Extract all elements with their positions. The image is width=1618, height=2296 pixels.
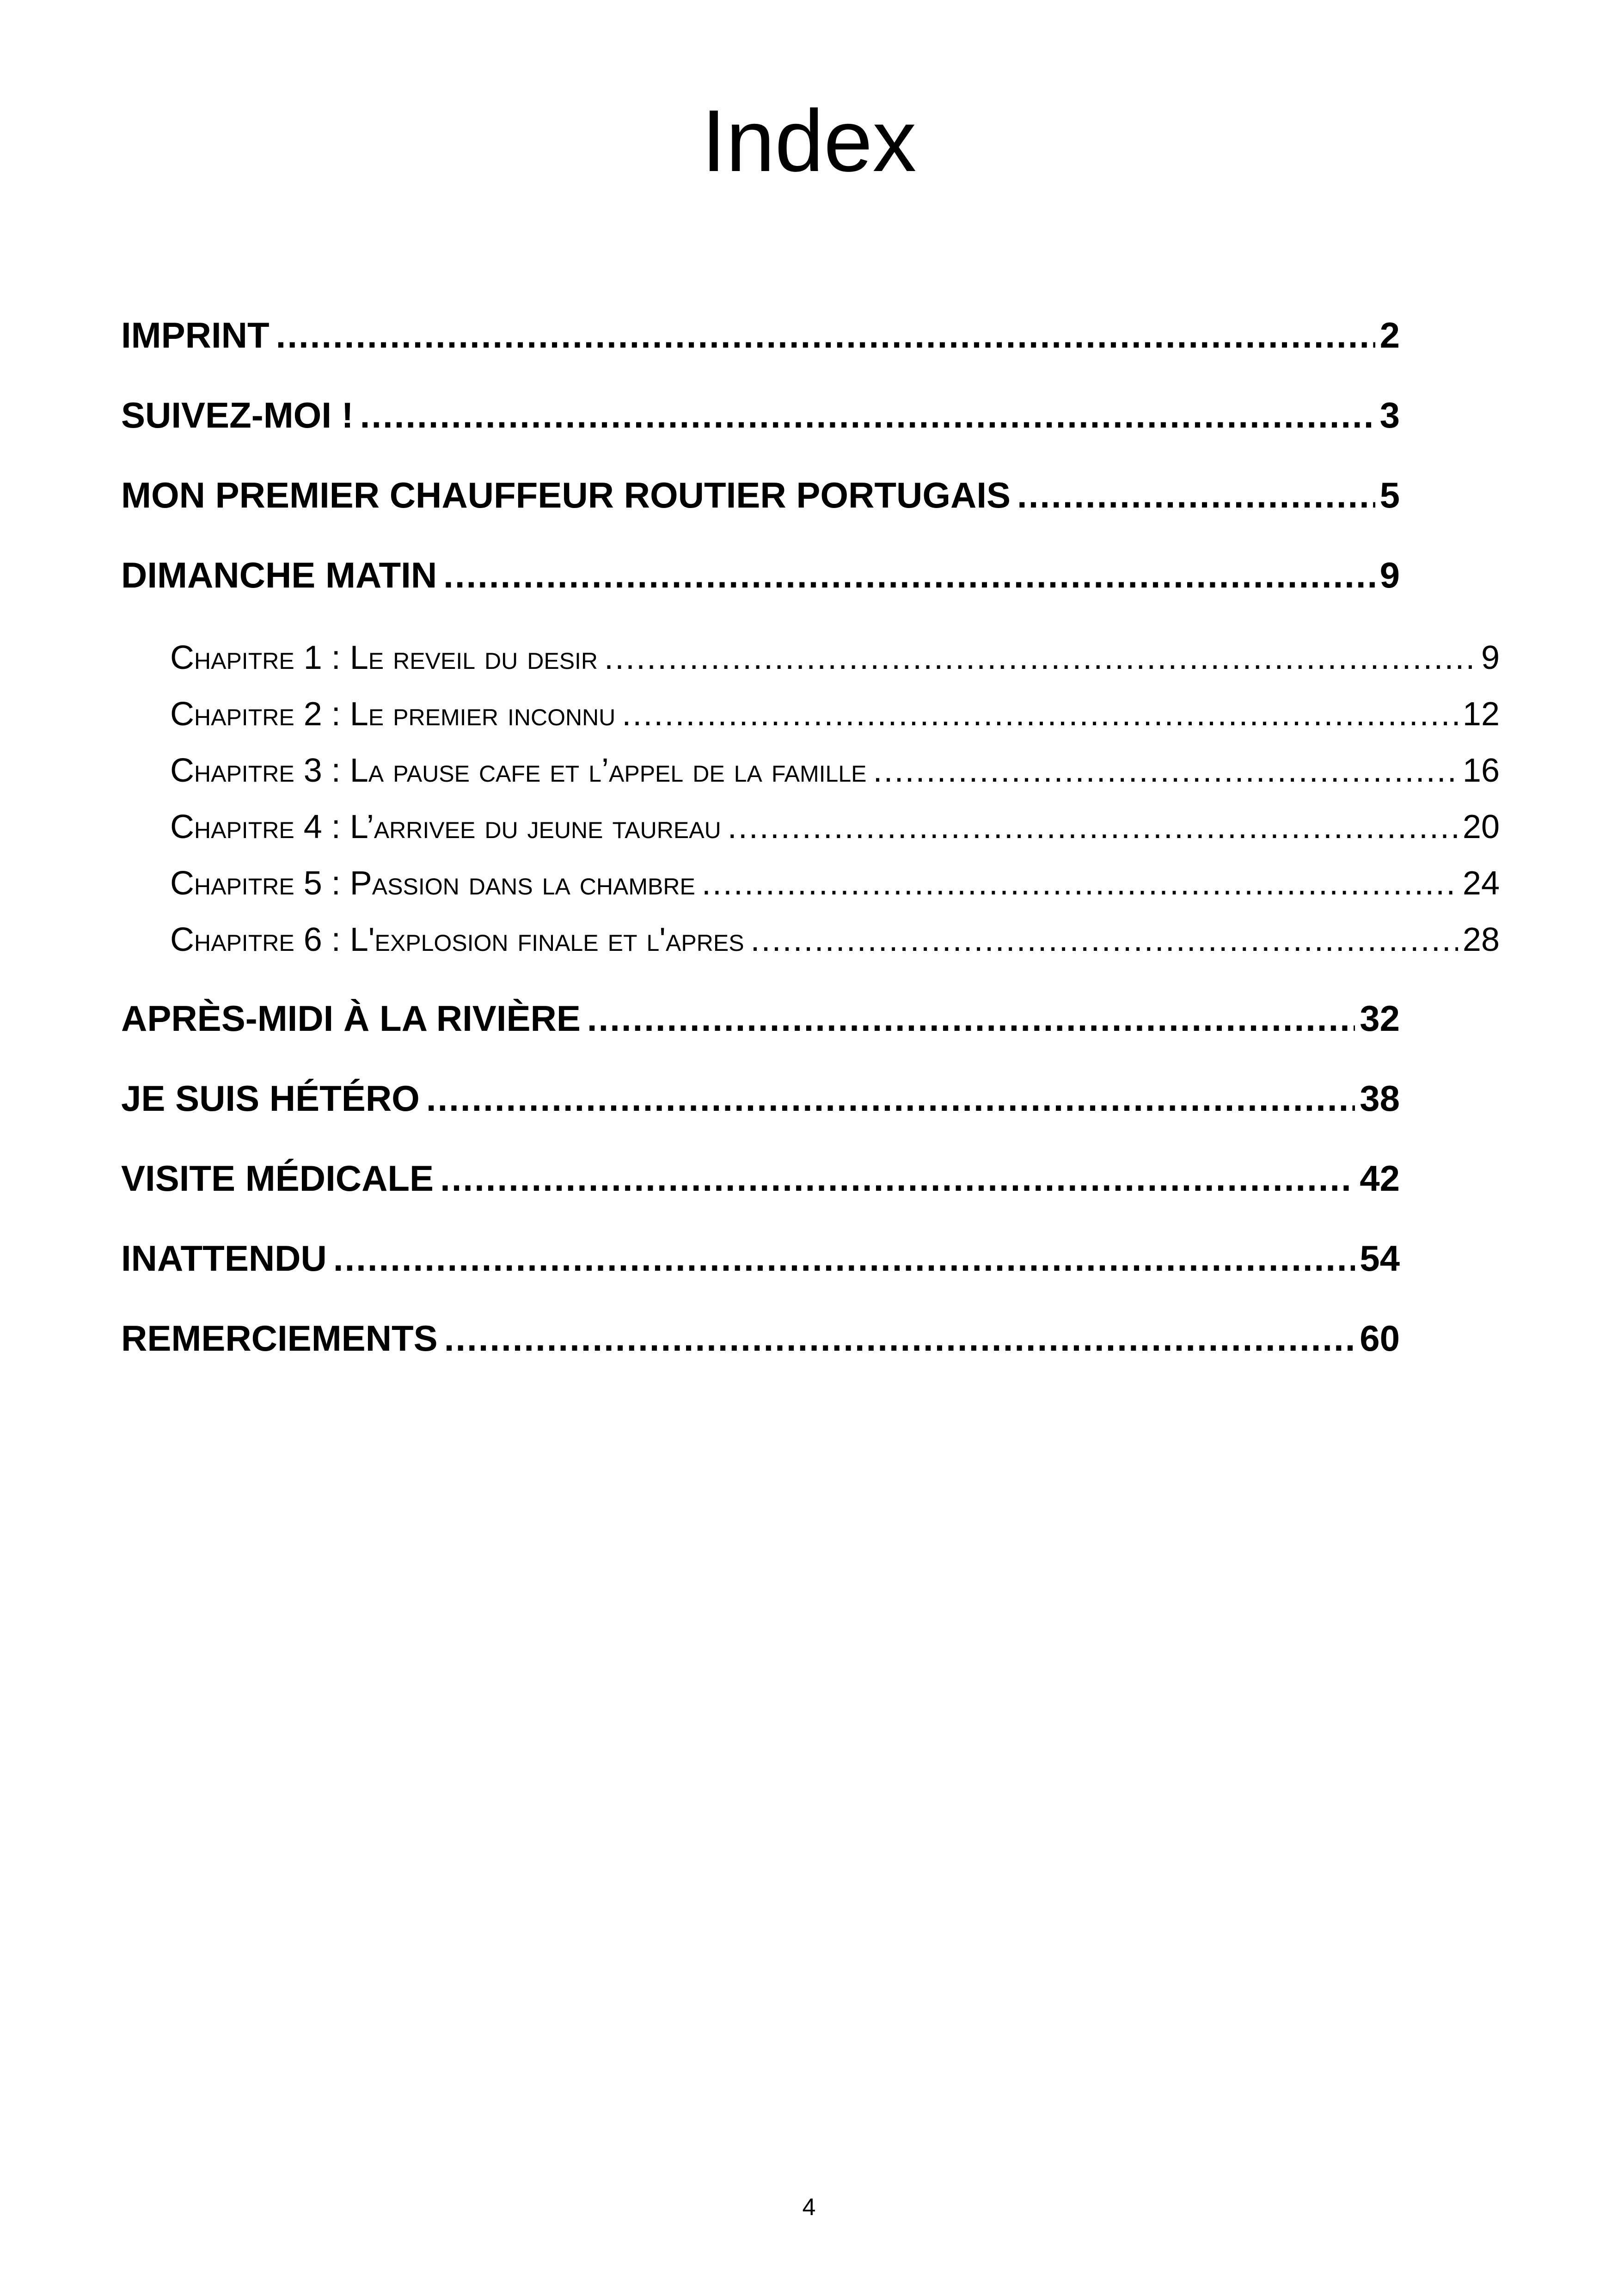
toc-subentry-chapitre-2[interactable] — [170, 695, 1500, 741]
toc-entry-page: 12 — [1462, 696, 1500, 733]
toc-entry-label: REMERCIEMENTS — [121, 1318, 438, 1359]
toc-entry-page: 2 — [1379, 315, 1400, 355]
toc-entry-label: SUIVEZ-MOI ! — [121, 395, 354, 435]
dot-leader — [873, 752, 1458, 790]
page-title: Index — [701, 92, 917, 190]
dot-leader — [443, 554, 1375, 596]
toc-entry-page: 16 — [1462, 752, 1500, 789]
toc-subentry-chapitre-5[interactable] — [170, 864, 1500, 911]
toc-entry-label: Chapitre 6 : L'explosion finale et l'apres — [170, 921, 744, 958]
toc-entry-suivez-moi[interactable] — [121, 394, 1400, 445]
dot-leader — [702, 864, 1458, 902]
toc-entry-label: Chapitre 5 : Passion dans la chambre — [170, 865, 695, 902]
toc-entry-label: Chapitre 4 : L’arrivee du jeune taureau — [170, 808, 721, 845]
toc-entry-page: 9 — [1481, 639, 1500, 676]
toc-entry-page: 5 — [1379, 475, 1400, 515]
toc-entry-remerciements[interactable] — [121, 1317, 1400, 1368]
toc-entry-label: Chapitre 3 : La pause cafe et l’appel de la famille — [170, 752, 867, 789]
toc-entry-mon-premier-chauffeur[interactable] — [121, 474, 1400, 525]
dot-leader — [440, 1157, 1355, 1200]
dot-leader — [622, 695, 1458, 733]
toc-entry-apres-midi[interactable] — [121, 998, 1400, 1048]
toc-entry-label: JE SUIS HÉTÉRO — [121, 1078, 420, 1119]
toc-entry-page: 54 — [1360, 1238, 1400, 1279]
toc-entry-page: 28 — [1462, 921, 1500, 958]
toc-entry-page: 24 — [1462, 865, 1500, 902]
dot-leader — [751, 921, 1458, 959]
toc-subentry-chapitre-3[interactable] — [170, 752, 1500, 798]
dot-leader — [333, 1237, 1355, 1280]
dot-leader — [587, 998, 1355, 1040]
toc-entry-page: 20 — [1462, 808, 1500, 845]
dot-leader — [360, 394, 1375, 436]
dot-leader — [728, 808, 1458, 846]
toc-entry-label: DIMANCHE MATIN — [121, 555, 437, 595]
toc-subentry-chapitre-1[interactable] — [170, 639, 1500, 685]
toc-entry-page: 38 — [1360, 1078, 1400, 1119]
dot-leader — [444, 1317, 1355, 1359]
toc-entry-label: APRÈS-MIDI À LA RIVIÈRE — [121, 998, 581, 1039]
toc-entry-label: Chapitre 2 : Le premier inconnu — [170, 696, 616, 733]
toc-subentry-chapitre-6[interactable] — [170, 921, 1500, 967]
toc-entry-imprint[interactable] — [121, 314, 1400, 365]
dot-leader — [604, 639, 1477, 677]
toc-entry-dimanche-matin[interactable] — [121, 554, 1400, 605]
toc-entry-page: 9 — [1379, 555, 1400, 595]
toc-entry-page: 60 — [1360, 1318, 1400, 1359]
toc-entry-page: 3 — [1379, 395, 1400, 435]
toc-entry-label: VISITE MÉDICALE — [121, 1158, 434, 1199]
toc-entry-visite-medicale[interactable] — [121, 1157, 1400, 1208]
toc-entry-inattendu[interactable] — [121, 1237, 1400, 1288]
toc-entry-je-suis-hetero[interactable] — [121, 1078, 1400, 1128]
toc-entry-label: INATTENDU — [121, 1238, 327, 1279]
toc-entry-label: MON PREMIER CHAUFFEUR ROUTIER PORTUGAIS — [121, 475, 1011, 515]
dot-leader — [1017, 474, 1375, 516]
toc-entry-page: 32 — [1360, 998, 1400, 1039]
dot-leader — [276, 314, 1375, 356]
dot-leader — [426, 1078, 1355, 1120]
toc-entry-page: 42 — [1360, 1158, 1400, 1199]
toc-subentry-chapitre-4[interactable] — [170, 808, 1500, 854]
page-number: 4 — [802, 2194, 816, 2221]
toc-entry-label: IMPRINT — [121, 315, 270, 355]
toc-entry-label: Chapitre 1 : Le reveil du desir — [170, 639, 598, 676]
